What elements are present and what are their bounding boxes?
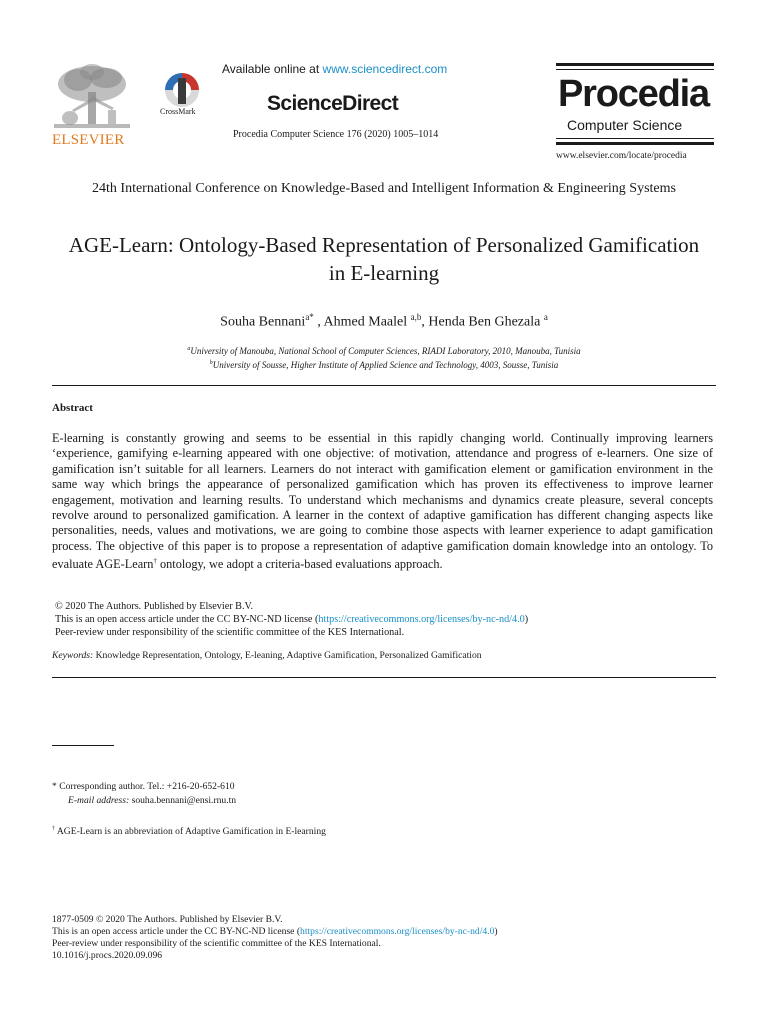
- available-online-prefix: Available online at: [222, 62, 323, 76]
- keywords-text: Knowledge Representation, Ontology, E-leaning, Adaptive Gamification, Personalized Gamification: [93, 650, 482, 661]
- footer-license-link[interactable]: https://creativecommons.org/licenses/by-nc-nd/4.0: [300, 926, 495, 937]
- affiliation-text: University of Sousse, Higher Institute of Applied Science and Technology, 4003, Sousse, Tunisia: [212, 360, 559, 370]
- sciencedirect-wordmark: ScienceDirect: [267, 92, 399, 115]
- footnote-rule: [52, 745, 114, 746]
- journal-reference: Procedia Computer Science 176 (2020) 1005–1014: [233, 129, 439, 140]
- available-online: [222, 62, 447, 76]
- procedia-subtitle: Computer Science: [567, 117, 683, 133]
- footer-copyright-text: © 2020 The Authors. Published by Elsevier B.V.: [93, 914, 283, 925]
- abstract-heading: Abstract: [52, 402, 93, 414]
- license-suffix: ): [524, 614, 529, 625]
- affiliation-text: University of Manouba, National School of Computer Sciences, RIADI Laboratory, 2010, Manouba, Tunisia: [190, 346, 581, 356]
- paper-title: AGE-Learn: Ontology-Based Representation of Personalized Gamification in E-learning: [68, 233, 700, 285]
- procedia-wordmark: Procedia: [558, 73, 709, 115]
- author-list: [52, 312, 716, 331]
- author-name: , Henda Ben Ghezala: [421, 314, 541, 330]
- affiliation-mark: a: [187, 346, 191, 352]
- masthead-rule: [556, 63, 714, 66]
- keywords: [52, 650, 482, 661]
- corresponding-author: * Corresponding author. Tel.: +216-20-652-610: [52, 781, 235, 792]
- email-label: E-mail address:: [68, 795, 130, 806]
- crossmark-label: CrossMark: [160, 107, 196, 116]
- license-prefix: This is an open access article under the CC BY-NC-ND license (: [55, 614, 319, 625]
- dagger-footnote: [52, 826, 326, 837]
- footer-license-suffix: ): [494, 926, 498, 937]
- issn: 1877-0509: [52, 914, 94, 925]
- footer-peer-review: Peer-review under responsibility of the scientific committee of the KES International.: [52, 938, 381, 949]
- author-name: , Ahmed Maalel: [317, 314, 408, 330]
- abstract-text: E-learning is constantly growing and seems to be essential in this rapidly changing world. Continually improving learners ‘experience, gamifying e-learning appeared with one objective: of motivation, attendance and progress of e-learners. One size of gamification isn’t suitable for all learners. Learners do not interact with gamification element or gamification environment in the same way which brings the appearance of personalized gamification which has proven its effectiveness to improve learner engagement, motivation and learning results. To understand which mechanisms and dynamics create pleasure, several concepts revolve around to personalized gamification. A learner in the context of adaptive gamification has different changing aspects like personalities, needs, values and motivations, we are going to combine those aspects with learner experience to adapt gamification process. The objective of this paper is to propose a representation of adaptive gamification domain knowledge into an ontology. To evaluate AGE-Learn: [52, 431, 713, 572]
- masthead-rule: [556, 69, 714, 70]
- peer-review-line: Peer-review under responsibility of the scientific committee of the KES International.: [55, 627, 405, 638]
- dagger-footnote-text: AGE-Learn is an abbreviation of Adaptive Gamification in E-learning: [55, 826, 326, 838]
- journal-url[interactable]: www.elsevier.com/locate/procedia: [556, 151, 687, 161]
- email-line: [68, 795, 236, 806]
- affiliation: [52, 346, 716, 356]
- footer-license-prefix: This is an open access article under the CC BY-NC-ND license (: [52, 926, 301, 937]
- footer-copyright: [52, 914, 283, 926]
- abstract-body: [52, 431, 713, 573]
- author-name: Souha Bennani: [220, 314, 306, 330]
- email-address[interactable]: souha.bennani@ensi.rnu.tn: [129, 795, 237, 806]
- author-affiliation-mark: a*: [305, 312, 314, 322]
- doi[interactable]: 10.1016/j.procs.2020.09.096: [52, 950, 163, 961]
- license-line: [55, 613, 528, 626]
- author-affiliation-mark: a,b: [410, 312, 422, 322]
- sciencedirect-link[interactable]: www.sciencedirect.com: [322, 62, 448, 76]
- section-divider: [52, 385, 716, 386]
- masthead-rule: [556, 142, 714, 145]
- abstract-text-end: ontology, we adopt a criteria-based evaluations approach.: [156, 557, 443, 572]
- license-link[interactable]: https://creativecommons.org/licenses/by-nc-nd/4.0: [318, 614, 525, 625]
- masthead-rule: [556, 138, 714, 139]
- publisher-name: ELSEVIER: [52, 132, 125, 148]
- affiliation-mark: b: [209, 360, 213, 366]
- footer-license: [52, 926, 498, 938]
- footnote-mark: †: [153, 557, 157, 566]
- copyright-line: © 2020 The Authors. Published by Elsevier B.V.: [55, 601, 254, 612]
- affiliation: [52, 360, 716, 370]
- author-affiliation-mark: a: [543, 312, 548, 322]
- keywords-label: Keywords:: [52, 650, 94, 661]
- section-divider: [52, 677, 716, 678]
- conference-name: 24th International Conference on Knowledge-Based and Intelligent Information & Engineering Systems: [92, 181, 676, 196]
- footnote-mark: †: [52, 826, 55, 832]
